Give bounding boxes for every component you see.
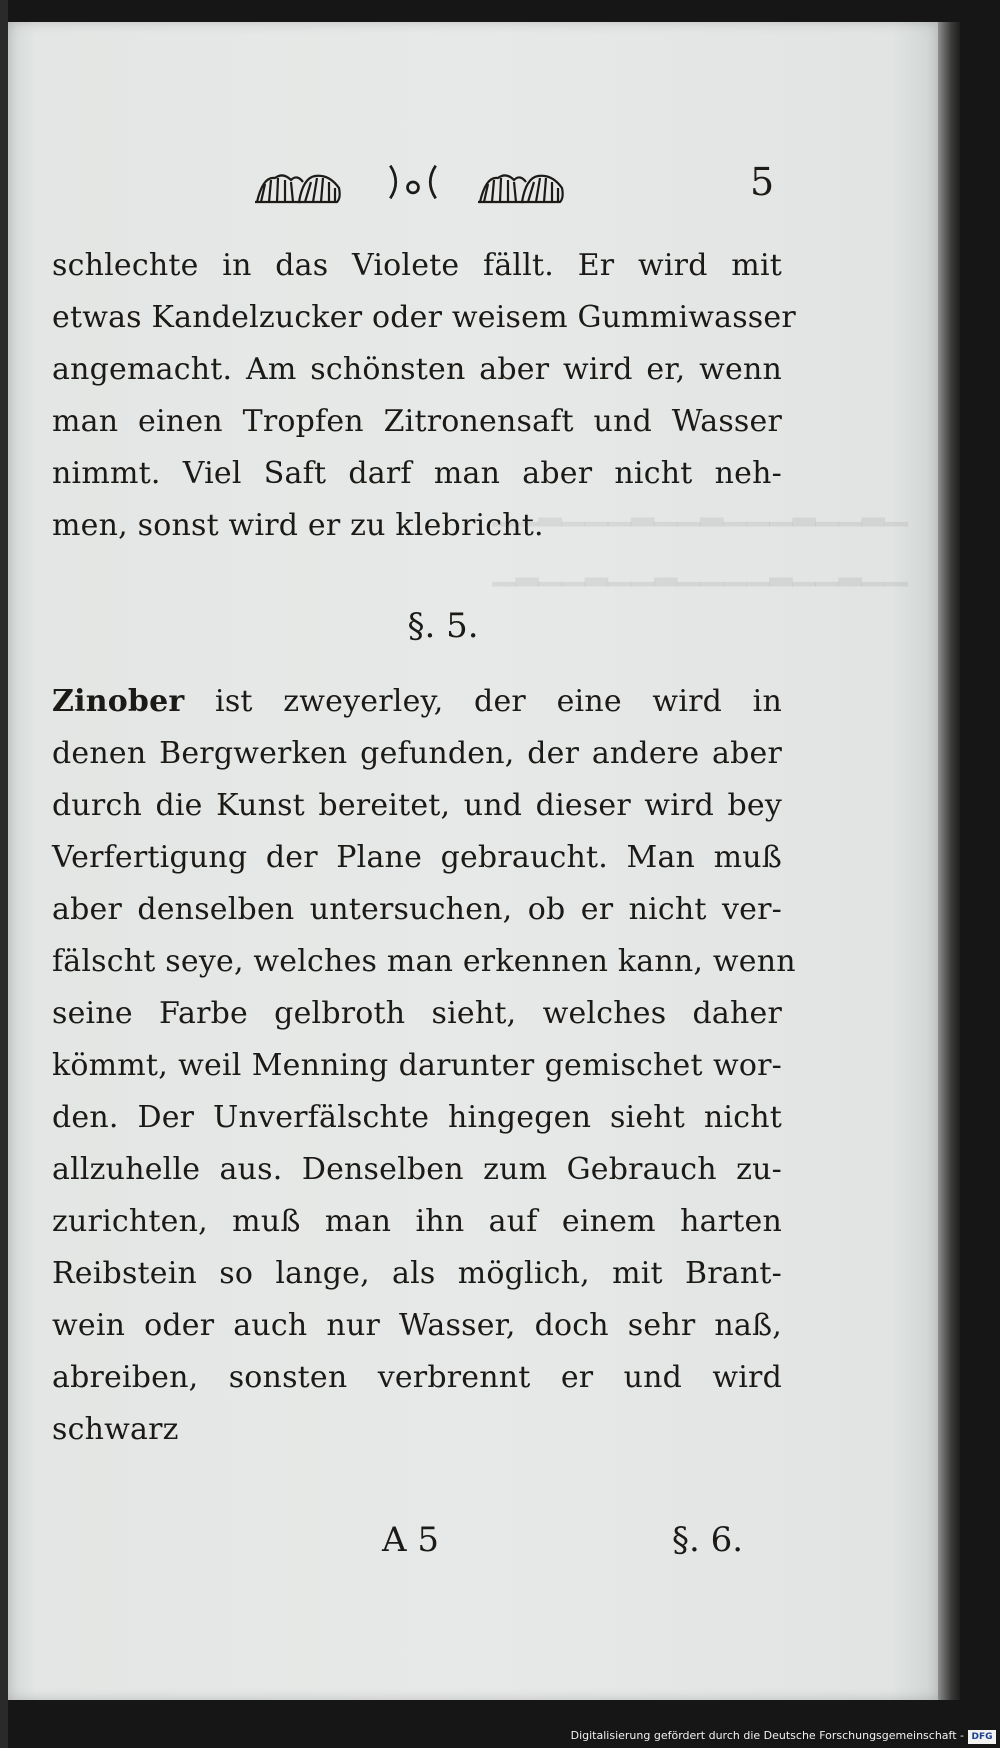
digitization-notice-bar — [0, 1726, 1000, 1748]
scan-border-left — [0, 0, 8, 1748]
text-line: Reibstein so lange, als möglich, mit Brant- — [52, 1256, 782, 1291]
text-line: men, sonst wird er zu klebricht. — [52, 508, 544, 543]
text-line: durch die Kunst bereitet, und dieser wird bey — [52, 788, 782, 823]
shell-ornament-icon — [476, 168, 566, 208]
text-line: fälscht seye, welches man erkennen kann, wenn — [52, 944, 796, 979]
text-line: etwas Kandelzucker oder weisem Gummiwasser — [52, 300, 796, 335]
bleed-through-shadow: ▁▁▂▁▁▂▁▁▁▁▂▁▁▂▁▁▂▁ — [492, 552, 908, 587]
page-footer — [8, 1520, 938, 1570]
text-line: aber denselben untersuchen, ob er nicht ver- — [52, 892, 782, 927]
digitization-notice-text: Digitalisierung gefördert durch die Deutsche Forschungsgemeinschaft - — [570, 1729, 964, 1742]
paragraph-continuation — [52, 240, 796, 552]
bleed-through-shadow: ▁▂▁▁▂▁▁▁▂▁▁▂▁▁▁▂▁▁ — [492, 492, 908, 527]
section-heading: §. 5. — [407, 606, 479, 646]
text-line: angemacht. Am schönsten aber wird er, wenn — [52, 352, 782, 387]
text-line: schlechte in das Violete fällt. Er wird mit — [52, 248, 782, 283]
text-line: kömmt, weil Menning darunter gemischet wor- — [52, 1048, 782, 1083]
text-line: Verfertigung der Plane gebraucht. Man muß — [52, 840, 782, 875]
ornament-glyph-icon — [380, 162, 446, 202]
text-line: wein oder auch nur Wasser, doch sehr naß, — [52, 1308, 782, 1343]
shell-ornament-icon — [253, 168, 343, 208]
book-page — [8, 22, 938, 1700]
paragraph-section-5 — [52, 676, 796, 1456]
dfg-logo: DFG — [968, 1730, 996, 1744]
text-line: den. Der Unverfälschte hingegen sieht nicht — [52, 1100, 782, 1135]
text-line: nimmt. Viel Saft darf man aber nicht neh- — [52, 456, 782, 491]
text-line: allzuhelle aus. Denselben zum Gebrauch zu- — [52, 1152, 782, 1187]
page-edge-shadow — [938, 22, 960, 1700]
lead-word: Zinober — [52, 684, 185, 719]
text-line: denen Bergwerken gefunden, der andere aber — [52, 736, 782, 771]
page-number: 5 — [750, 160, 775, 204]
text-line: seine Farbe gelbroth sieht, welches daher — [52, 996, 782, 1031]
text-line: zurichten, muß man ihn auf einem harten — [52, 1204, 782, 1239]
catchword: §. 6. — [672, 1520, 744, 1560]
text-line: abreiben, sonsten verbrennt er und wird — [52, 1360, 782, 1395]
page-header — [8, 160, 938, 220]
first-line-rest: ist zweyerley, der eine wird in — [184, 684, 782, 719]
signature-mark: A 5 — [382, 1520, 439, 1560]
text-line-first — [52, 676, 782, 728]
text-line: schwarz — [52, 1412, 179, 1447]
text-line: man einen Tropfen Zitronensaft und Wasser — [52, 404, 782, 439]
